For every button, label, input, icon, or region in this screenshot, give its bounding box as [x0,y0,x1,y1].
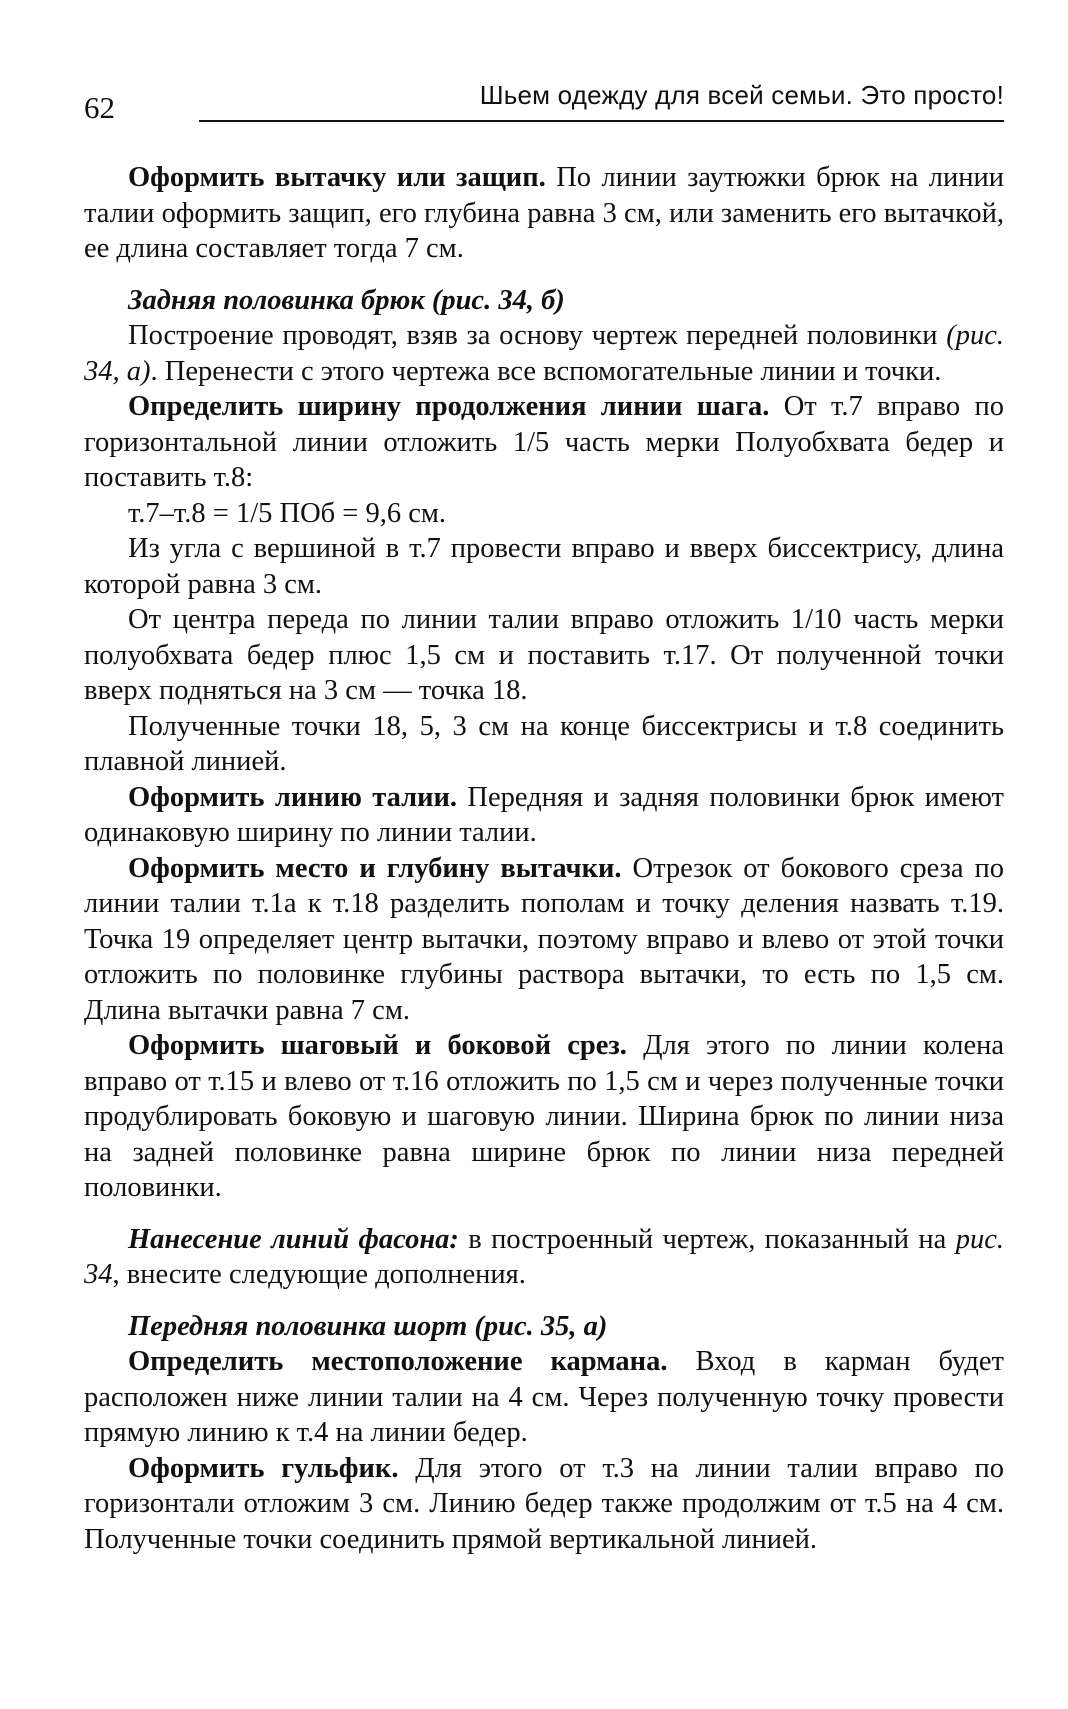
paragraph-text: в построенный чертеж, показанный на [458,1223,956,1255]
paragraph-waistline [84,780,1004,851]
paragraph-text: От т.7 вправо по горизонтальной линии отложить 1/5 часть мерки Полуобхвата бедер и поставить т.8: [84,391,1004,493]
paragraph-pocket [84,1344,1004,1451]
paragraph-style-lines [84,1222,1004,1293]
paragraph-text: По линии заутюжки брюк на линии талии оформить защип, его глубина равна 3 см, или заменить его вытачкой, ее длина составляет тогда 7 см. [84,162,1004,264]
paragraph-lead: Оформить линию талии. [128,781,458,813]
paragraph-lead: Определить местоположение кармана. [128,1346,668,1377]
paragraph-text: , внесите следующие дополнения. [112,1259,526,1290]
figure-reference: (рис. 34, а) [84,320,1004,387]
paragraph-step-width [84,389,1004,496]
paragraph-lead: Оформить гульфик. [128,1452,399,1484]
paragraph-text: Вход в карман будет расположен ниже линии талии на 4 см. Через полученную точку провести прямую линию к т.4 на линии бедер. [84,1346,1004,1448]
paragraph-connect-points: Полученные точки 18, 5, 3 см на конце биссектрисы и т.8 соединить плавной линией. [84,710,1004,777]
paragraph-center-front: От центра переда по линии талии вправо отложить 1/10 часть мерки полуобхвата бедер плюс 1,5 см и поставить т.17. От полученной точки вверх подняться на 3 см — точка 18. [84,604,1004,706]
paragraph-text: Построение проводят, взяв за основу чертеж передней половинки [128,320,947,351]
section-heading-shorts: Передняя половинка шорт (рис. 35, а) [128,1310,608,1342]
page-header [84,60,1004,125]
header-rule [199,120,1004,122]
paragraph-dart-depth [84,851,1004,1029]
paragraph-lead: Нанесение линий фасона: [128,1223,459,1255]
paragraph-text: Отрезок от бокового среза по линии талии т.1а к т.18 разделить пополам и точку деления назвать т.19. Точка 19 определяет центр вытачки, поэтому вправо и влево от этой точки отложить по половинке глубины раствора вытачки, то есть по 1,5 см. Длина вытачки равна 7 см. [84,852,1004,1026]
paragraph-lead: Оформить место и глубину вытачки. [128,852,622,884]
paragraph-lead: Оформить шаговый и боковой срез. [128,1030,627,1061]
paragraph-dart [84,160,1004,267]
paragraph-text: Для этого по линии колена вправо от т.15 и влево от т.16 отложить по 1,5 см и через полученные точки продублировать боковую и шаговую линии. Ширина брюк по линии низа на задней половинке равна ширине брюк по линии низа передней половинки. [84,1030,1004,1203]
paragraph-side-seams [84,1028,1004,1206]
section-heading-back-half: Задняя половинка брюк (рис. 34, б) [128,284,565,316]
paragraph-text: Для этого от т.3 на линии талии вправо по горизонтали отложим 3 см. Линию бедер также продолжим от т.5 на 4 см. Полученные точки соединить прямой вертикальной линией. [84,1452,1004,1555]
paragraph-lead: Определить ширину продолжения линии шага. [128,391,770,422]
formula-line: т.7–т.8 = 1/5 ПОб = 9,6 см. [128,497,447,529]
book-page [84,60,1004,1557]
page-body [84,160,1004,1557]
paragraph-construction [84,318,1004,389]
figure-reference: рис. 34 [84,1223,1004,1290]
paragraph-text: Передняя и задняя половинки брюк имеют одинаковую ширину по линии талии. [84,781,1004,848]
paragraph-lead: Оформить вытачку или защип. [128,162,546,193]
paragraph-bisector: Из угла с вершиной в т.7 провести вправо и вверх биссектрису, длина которой равна 3 см. [84,533,1004,600]
paragraph-fly [84,1451,1004,1558]
page-number: 62 [84,90,115,125]
running-title: Шьем одежду для всей семьи. Это просто! [479,80,1004,110]
paragraph-text: . Перенести с этого чертежа все вспомогательные линии и точки. [150,355,942,387]
